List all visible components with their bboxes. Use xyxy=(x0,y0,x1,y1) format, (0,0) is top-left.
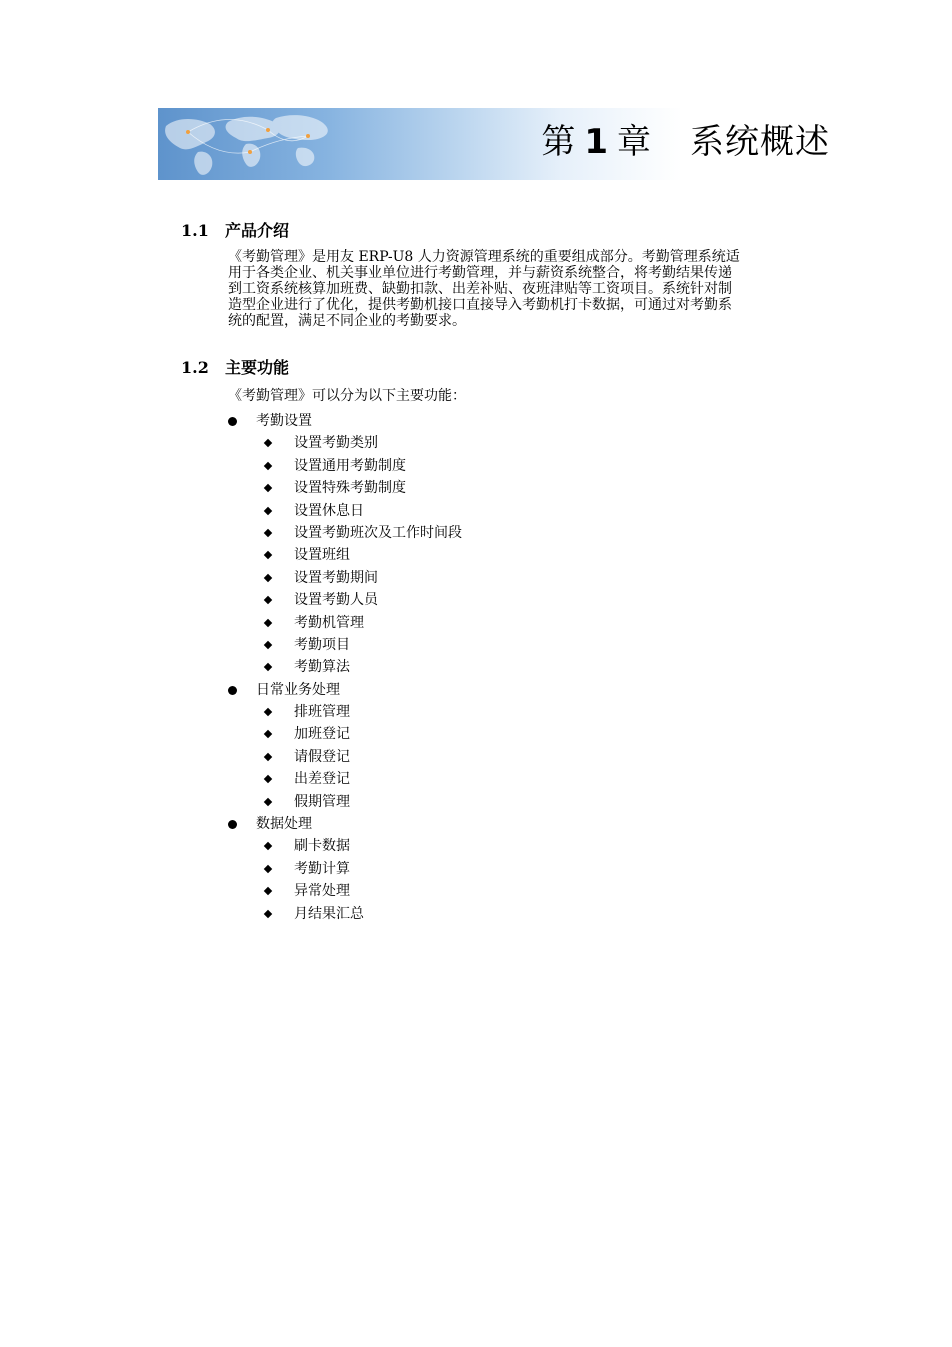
section-number: 1.2 xyxy=(181,358,209,377)
list-item: 设置考勤人员 xyxy=(226,589,786,611)
list-item: 考勤项目 xyxy=(226,634,786,656)
chapter-suffix: 章 xyxy=(617,122,652,162)
list-item: 考勤算法 xyxy=(226,656,786,678)
list-item: 设置休息日 xyxy=(226,500,786,522)
list-item: 设置通用考勤制度 xyxy=(226,455,786,477)
diamond-bullet-icon xyxy=(264,842,272,850)
section-title: 主要功能 xyxy=(225,358,290,377)
list-item: 设置特殊考勤制度 xyxy=(226,477,786,499)
chapter-name: 系统概述 xyxy=(690,122,830,162)
diamond-bullet-icon xyxy=(264,663,272,671)
diamond-bullet-icon xyxy=(264,641,272,649)
diamond-bullet-icon xyxy=(264,551,272,559)
section-heading-main-features xyxy=(181,358,289,378)
list-item: 设置考勤类别 xyxy=(226,432,786,454)
chapter-title xyxy=(541,122,830,162)
diamond-bullet-icon xyxy=(264,573,272,581)
diamond-bullet-icon xyxy=(264,887,272,895)
diamond-bullet-icon xyxy=(264,618,272,626)
chapter-banner xyxy=(158,108,830,180)
bullet-dot-icon xyxy=(228,417,237,426)
diamond-bullet-icon xyxy=(264,529,272,537)
list-item: 排班管理 xyxy=(226,701,786,723)
section-number: 1.1 xyxy=(181,221,209,240)
paragraph-line: 造型企业进行了优化，提供考勤机接口直接导入考勤机打卡数据，可通过对考勤系 xyxy=(228,297,732,313)
list-item: 异常处理 xyxy=(226,880,786,902)
diamond-bullet-icon xyxy=(264,439,272,447)
list-item: 加班登记 xyxy=(226,723,786,745)
diamond-bullet-icon xyxy=(264,506,272,514)
feature-group-daily-business xyxy=(226,679,786,813)
list-item: 日常业务处理 xyxy=(226,679,786,701)
list-item: 设置考勤期间 xyxy=(226,567,786,589)
section-title: 产品介绍 xyxy=(225,221,290,240)
diamond-bullet-icon xyxy=(264,753,272,761)
product-intro-paragraph xyxy=(228,249,830,329)
chapter-number: 1 xyxy=(584,122,609,162)
diamond-bullet-icon xyxy=(264,909,272,917)
list-item: 刷卡数据 xyxy=(226,835,786,857)
chapter-prefix: 第 xyxy=(541,122,577,162)
paragraph-line: 《考勤管理》是用友 ERP-U8 人力资源管理系统的重要组成部分。考勤管理系统适 xyxy=(228,249,740,265)
diamond-bullet-icon xyxy=(264,775,272,783)
paragraph-line: 到工资系统核算加班费、缺勤扣款、出差补贴、夜班津贴等工资项目。系统针对制 xyxy=(228,281,732,297)
list-item: 考勤机管理 xyxy=(226,612,786,634)
bullet-dot-icon xyxy=(228,686,237,695)
list-item: 请假登记 xyxy=(226,746,786,768)
diamond-bullet-icon xyxy=(264,797,272,805)
list-item: 出差登记 xyxy=(226,768,786,790)
feature-list xyxy=(226,410,786,925)
diamond-bullet-icon xyxy=(264,462,272,470)
diamond-bullet-icon xyxy=(264,865,272,873)
bullet-dot-icon xyxy=(228,820,237,829)
diamond-bullet-icon xyxy=(264,596,272,604)
list-item: 数据处理 xyxy=(226,813,786,835)
features-intro: 《考勤管理》可以分为以下主要功能： xyxy=(228,388,466,404)
feature-group-data-processing xyxy=(226,813,786,925)
list-item: 假期管理 xyxy=(226,791,786,813)
paragraph-line: 用于各类企业、机关事业单位进行考勤管理，并与薪资系统整合，将考勤结果传递 xyxy=(228,265,732,281)
diamond-bullet-icon xyxy=(264,730,272,738)
list-item: 考勤计算 xyxy=(226,858,786,880)
list-item: 考勤设置 xyxy=(226,410,786,432)
feature-group-attendance-settings xyxy=(226,410,786,679)
list-item: 月结果汇总 xyxy=(226,903,786,925)
list-item: 设置班组 xyxy=(226,544,786,566)
paragraph-line: 统的配置，满足不同企业的考勤要求。 xyxy=(228,313,466,329)
diamond-bullet-icon xyxy=(264,484,272,492)
section-heading-product-intro xyxy=(181,221,289,241)
diamond-bullet-icon xyxy=(264,708,272,716)
list-item: 设置考勤班次及工作时间段 xyxy=(226,522,786,544)
